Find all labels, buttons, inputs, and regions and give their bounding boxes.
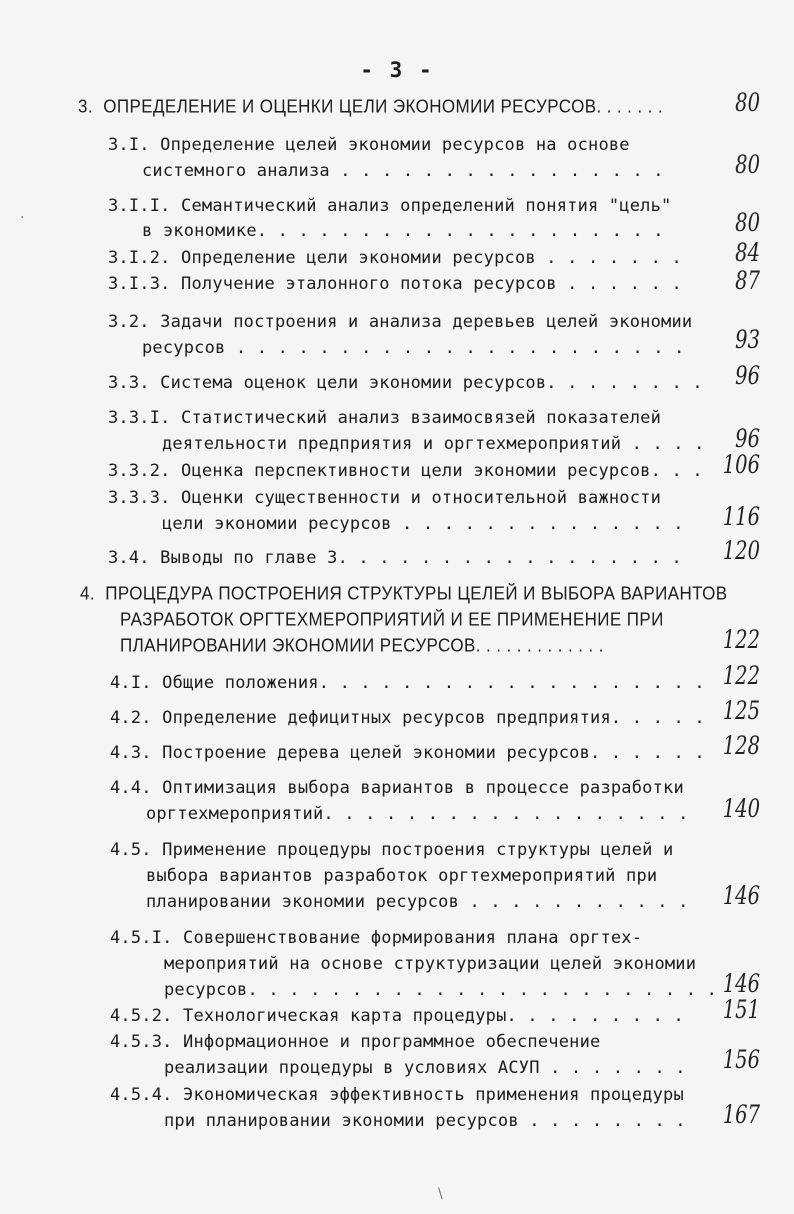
toc-line: РАЗРАБОТОК ОРГТЕХМЕРОПРИЯТИЙ И ЕЕ ПРИМЕНЕНИЕ ПРИ [120,609,664,630]
toc-page-number: 146 [722,881,760,910]
toc-page-number: 151 [722,995,760,1024]
toc-page-number: 146 [722,969,760,998]
toc-line: реализации процедуры в условиях АСУП . . . . . . . [164,1058,686,1078]
toc-line: 4.5. Применение процедуры построения структуры целей и [110,840,674,860]
toc-line: 3.3.3. Оценки существенности и относительной важности [108,488,662,508]
toc-line: ПЛАНИРОВАНИИ ЭКОНОМИИ РЕСУРСОВ. . . . . . . . . . . . . [120,635,604,656]
toc-page-number: 93 [735,325,760,354]
toc-line: 3.3.2. Оценка перспективности цели экономии ресурсов. . . [108,461,703,481]
toc-line: 3.I.I. Семантический анализ определений понятия "цель" [108,196,672,216]
toc-line: 3.2. Задачи построения и анализа деревьев целей экономии [108,312,693,332]
toc-page-number: 84 [735,238,760,267]
toc-line: планировании экономии ресурсов . . . . . . . . . . . [146,892,689,912]
toc-line: ресурсов . . . . . . . . . . . . . . . . . . . . . . [142,338,685,358]
toc-page-number: 122 [722,625,760,654]
toc-line: ресурсов. . . . . . . . . . . . . . . . . . . . . . . [164,980,718,1000]
page-number: - 3 - [360,58,434,82]
toc-line: 4.5.2. Технологическая карта процедуры. . . . . . . . . [110,1006,684,1026]
toc-line: 3.I.2. Определение цели экономии ресурсов . . . . . . . [108,248,682,268]
toc-page-number: 80 [735,208,760,237]
scan-speck: \ [438,1186,443,1202]
toc-line: 4.5.4. Экономическая эффективность применения процедуры [110,1085,684,1105]
scan-speck: · [20,210,25,226]
toc-line: 3.I.3. Получение эталонного потока ресурсов . . . . . . [108,274,682,294]
toc-line: в экономике. . . . . . . . . . . . . . . . . . . . [142,221,664,241]
toc-line: цели экономии ресурсов . . . . . . . . . . . . . . [162,514,684,534]
toc-page-number: 120 [722,536,760,565]
toc-line: 3.I. Определение целей экономии ресурсов на основе [108,135,630,155]
toc-page-number: 167 [722,1100,760,1129]
toc-page-number: 140 [722,794,760,823]
toc-page-number: 96 [735,361,760,390]
toc-page-number: 116 [722,502,760,531]
toc-line: при планировании экономии ресурсов . . . . . . . . [164,1111,686,1131]
toc-line: 4.3. Построение дерева целей экономии ресурсов. . . . . . [110,743,705,763]
toc-line: системного анализа . . . . . . . . . . . . . . . . [142,161,664,181]
toc-line: 4.5.3. Информационное и программное обеспечение [110,1032,601,1052]
toc-page-number: 156 [722,1045,760,1074]
toc-line: 3.4. Выводы по главе 3. . . . . . . . . . . . . . . . . [108,548,682,568]
toc-page-number: 80 [735,150,760,179]
toc-line: 4.I. Общие положения. . . . . . . . . . . . . . . . . . . [110,673,705,693]
toc-page-number: 122 [722,661,760,690]
toc-line: оргтехмероприятий. . . . . . . . . . . . . . . . . . [146,804,689,824]
toc-page-number: 128 [722,731,760,760]
toc-line: 4.4. Оптимизация выбора вариантов в процессе разработки [110,778,684,798]
toc-line: 3.3.I. Статистический анализ взаимосвязей показателей [108,408,662,428]
toc-line: 4.5.I. Совершенствование формирования плана оргтех- [110,928,643,948]
toc-line: 3. ОПРЕДЕЛЕНИЕ И ОЦЕНКИ ЦЕЛИ ЭКОНОМИИ РЕСУРСОВ. . . . . . . [78,96,664,117]
toc-line: 4. ПРОЦЕДУРА ПОСТРОЕНИЯ СТРУКТУРЫ ЦЕЛЕЙ И ВЫБОРА ВАРИАНТОВ [80,583,728,604]
toc-line: выбора вариантов разработок оргтехмероприятий при [146,866,658,886]
toc-page-number: 106 [722,450,760,479]
toc-line: 3.3. Система оценок цели экономии ресурсов. . . . . . . . [108,373,703,393]
toc-page-number: 87 [735,266,760,295]
toc-line: мероприятий на основе структуризации целей экономии [164,954,697,974]
toc-line: деятельности предприятия и оргтехмероприятий . . . . [162,434,705,454]
toc-page-number: 80 [735,88,760,117]
toc-page-number: 125 [722,696,760,725]
toc-page-number: 96 [735,424,760,453]
toc-line: 4.2. Определение дефицитных ресурсов предприятия. . . . . [110,708,705,728]
